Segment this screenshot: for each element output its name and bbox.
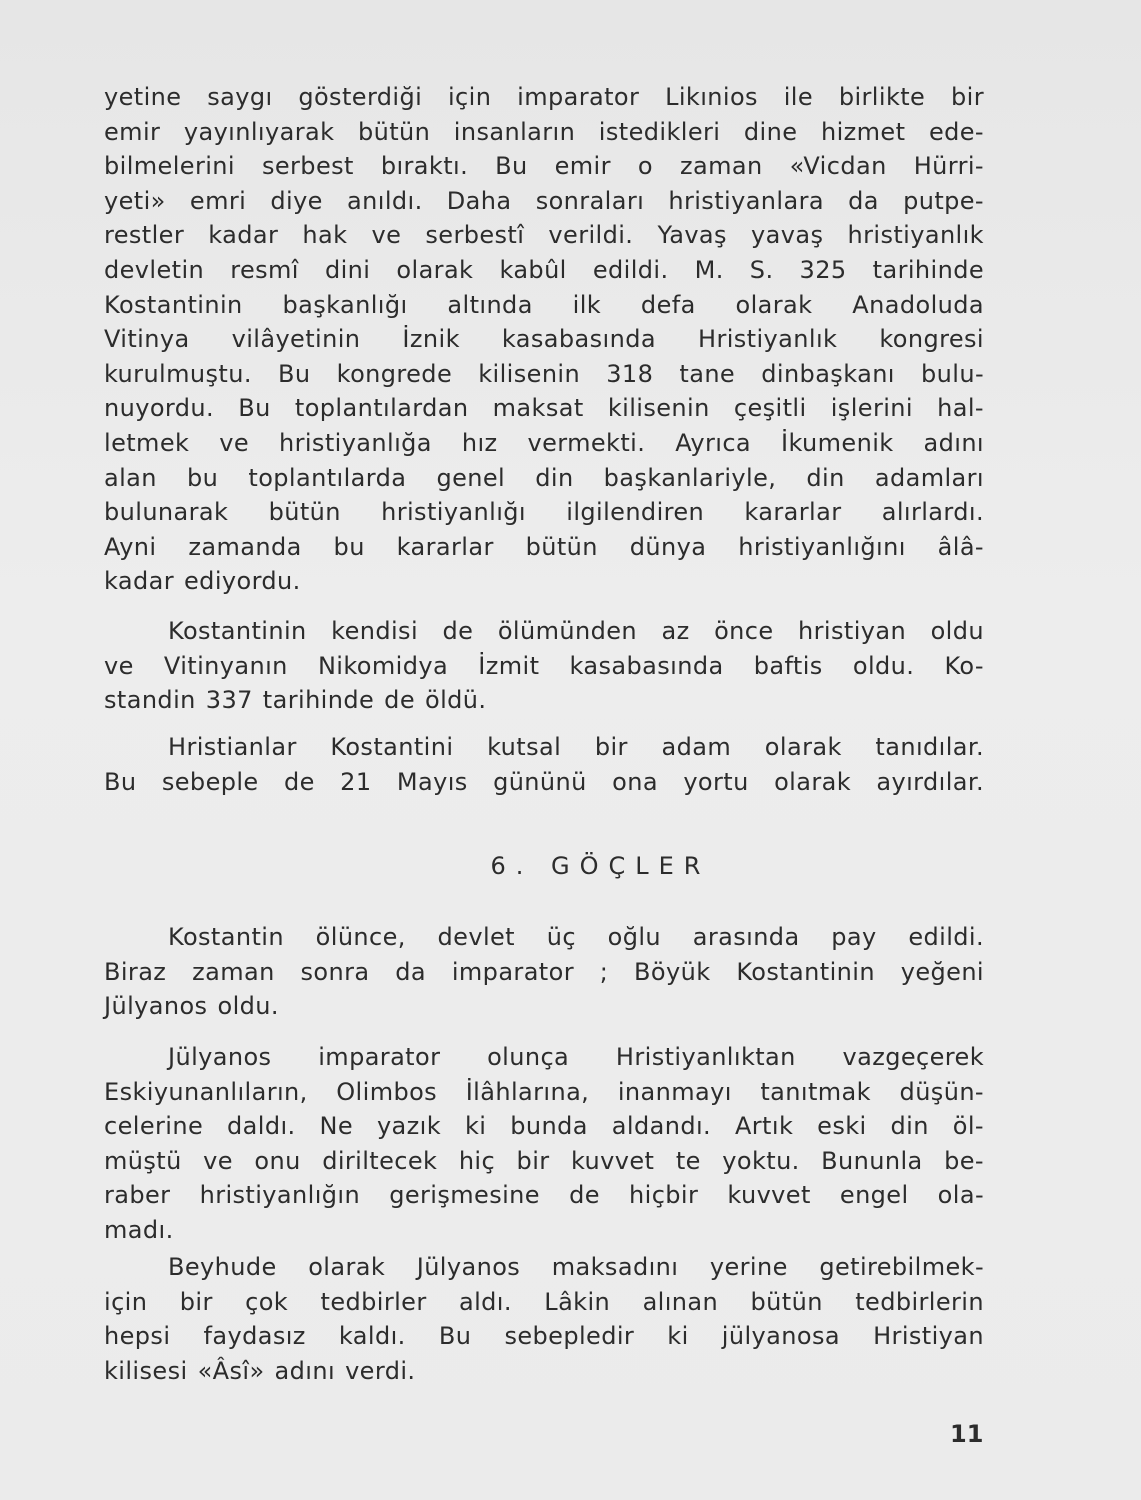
text-line: raber hristiyanlığın gerişmesine de hiçbir kuvvet engel ola- <box>104 1181 984 1210</box>
text-line: Vitinya vilâyetinin İznik kasabasında Hristiyanlık kongresi <box>104 325 984 354</box>
text-line: alan bu toplantılarda genel din başkanlariyle, din adamları <box>104 463 984 492</box>
text-line: Biraz zaman sonra da imparator ; Böyük Kostantinin yeğeni <box>104 957 984 986</box>
text-line: kilisesi «Âsî» adını verdi. <box>104 1356 416 1385</box>
paragraph-2 <box>104 614 984 718</box>
text-line: nuyordu. Bu toplantılardan maksat kilisenin çeşitli işlerini hal- <box>104 394 984 423</box>
text-line: yeti» emri diye anıldı. Daha sonraları hristiyanlara da putpe- <box>104 186 984 215</box>
text-line: ve Vitinyanın Nikomidya İzmit kasabasında baftis oldu. Ko- <box>104 651 984 680</box>
text-line: Hristianlar Kostantini kutsal bir adam olarak tanıdılar. <box>168 733 984 761</box>
text-line: yetine saygı gösterdiği için imparator Likınios ile birlikte bir <box>104 83 984 111</box>
section-heading: 6. GÖÇLER <box>490 852 711 880</box>
paragraph-5 <box>104 1040 984 1248</box>
text-line: için bir çok tedbirler aldı. Lâkin alınan bütün tedbirlerin <box>104 1287 984 1316</box>
text-line: Kostantinin başkanlığı altında ilk defa olarak Anadoluda <box>104 290 984 319</box>
text-line: Kostantinin kendisi de ölümünden az önce hristiyan oldu <box>168 617 984 645</box>
text-line: Ayni zamanda bu kararlar bütün dünya hristiyanlığını âlâ- <box>104 532 984 561</box>
text-line: emir yayınlıyarak bütün insanların istedikleri dine hizmet ede- <box>104 117 984 146</box>
text-line: devletin resmî dini olarak kabûl edildi. M. S. 325 tarihinde <box>104 255 984 284</box>
text-line: celerine daldı. Ne yazık ki bunda aldandı. Artık eski din öl- <box>104 1112 984 1141</box>
text-line: Bu sebeple de 21 Mayıs gününü ona yortu olarak ayırdılar. <box>104 767 984 796</box>
text-line: kurulmuştu. Bu kongrede kilisenin 318 tane dinbaşkanı bulu- <box>104 359 984 388</box>
text-line: restler kadar hak ve serbestî verildi. Yavaş yavaş hristiyanlık <box>104 221 984 250</box>
text-line: Jülyanos imparator olunça Hristiyanlıktan vazgeçerek <box>168 1043 984 1071</box>
text-line: standin 337 tarihinde de öldü. <box>104 686 487 715</box>
paragraph-1 <box>104 80 984 599</box>
text-line: madı. <box>104 1215 174 1244</box>
text-line: müştü ve onu diriltecek hiç bir kuvvet te yoktu. Bununla be- <box>104 1146 984 1175</box>
text-line: Beyhude olarak Jülyanos maksadını yerine getirebilmek- <box>168 1253 984 1281</box>
paragraph-4 <box>104 920 984 1024</box>
text-line: Kostantin ölünce, devlet üç oğlu arasında pay edildi. <box>168 923 984 951</box>
text-line: hepsi faydasız kaldı. Bu sebepledir ki jülyanosa Hristiyan <box>104 1322 984 1351</box>
text-line: letmek ve hristiyanlığa hız vermekti. Ayrıca İkumenik adını <box>104 428 984 457</box>
page-number: 11 <box>950 1420 984 1448</box>
paragraph-6 <box>104 1250 984 1388</box>
paragraph-3 <box>104 730 984 799</box>
text-line: Jülyanos oldu. <box>104 992 279 1021</box>
text-line: Eskiyunanlıların, Olimbos İlâhlarına, inanmayı tanıtmak düşün- <box>104 1077 984 1106</box>
text-line: kadar ediyordu. <box>104 567 301 596</box>
text-line: bilmelerini serbest bıraktı. Bu emir o zaman «Vicdan Hürri- <box>104 152 984 181</box>
text-line: bulunarak bütün hristiyanlığı ilgilendiren kararlar alırlardı. <box>104 498 984 527</box>
